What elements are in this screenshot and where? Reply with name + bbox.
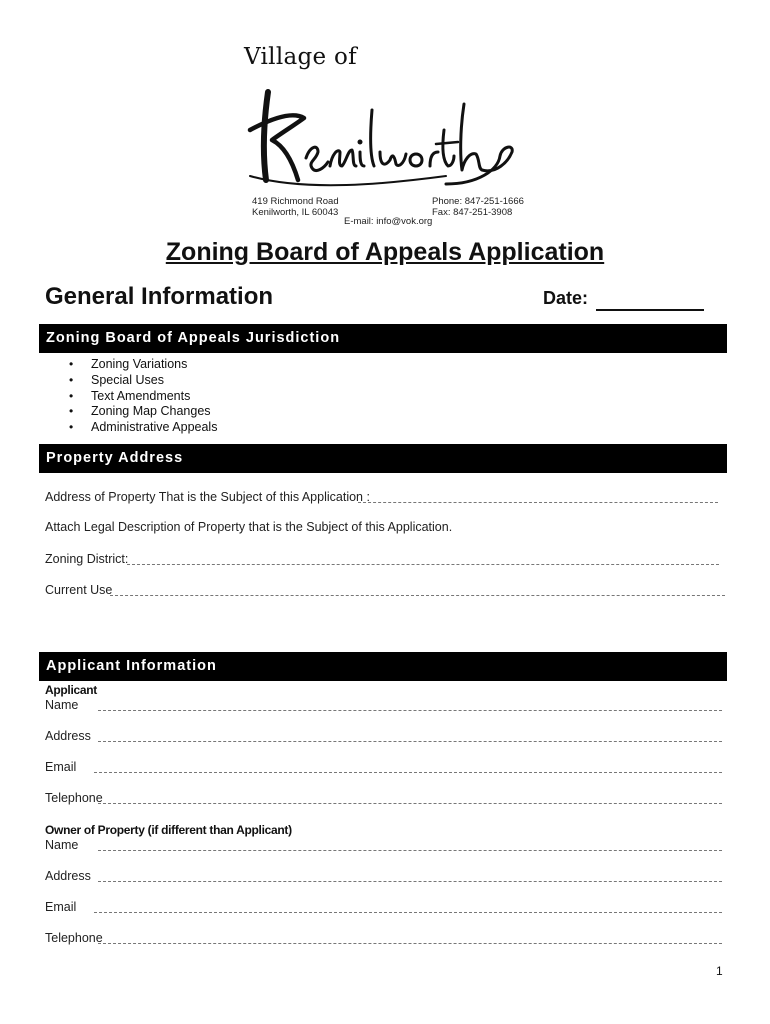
applicant-information-header-bar: Applicant Information <box>39 652 727 681</box>
property-address-header-bar: Property Address <box>39 444 727 473</box>
applicant-name-field[interactable] <box>98 710 722 711</box>
applicant-address-label: Address <box>45 729 91 743</box>
general-information-heading: General Information <box>45 283 274 310</box>
email-text: E-mail: info@vok.org <box>344 216 433 227</box>
zoning-district-label: Zoning District: <box>45 552 129 566</box>
property-address-field[interactable] <box>358 502 718 503</box>
applicant-name-label: Name <box>45 698 79 712</box>
list-item: • Administrative Appeals <box>91 420 217 436</box>
owner-subheading: Owner of Property (if different than Applicant) <box>45 823 292 837</box>
fax-text: Fax: 847-251-3908 <box>432 207 513 218</box>
current-use-field[interactable] <box>110 595 725 596</box>
applicant-telephone-field[interactable] <box>98 803 722 804</box>
owner-telephone-label: Telephone <box>45 931 103 945</box>
applicant-email-label: Email <box>45 760 77 774</box>
logo-village-of: Village of <box>244 44 357 70</box>
phone-block <box>432 196 524 218</box>
list-item: • Zoning Variations <box>91 357 217 373</box>
owner-email-label: Email <box>45 900 77 914</box>
zoning-district-field[interactable] <box>127 564 719 565</box>
applicant-subheading: Applicant <box>45 683 97 697</box>
owner-address-field[interactable] <box>98 881 722 882</box>
kenilworth-logo <box>246 80 526 195</box>
address-block <box>252 196 339 218</box>
legal-description-label: Attach Legal Description of Property that is the Subject of this Application. <box>45 520 453 534</box>
date-field[interactable] <box>596 309 704 311</box>
applicant-email-field[interactable] <box>94 772 722 773</box>
list-item: • Special Uses <box>91 373 217 389</box>
current-use-label: Current Use <box>45 583 113 597</box>
list-item: • Text Amendments <box>91 389 217 405</box>
owner-telephone-field[interactable] <box>98 943 722 944</box>
owner-name-field[interactable] <box>98 850 722 851</box>
address-line-1: 419 Richmond Road <box>252 196 339 207</box>
address-line-2: Kenilworth, IL 60043 <box>252 207 339 218</box>
owner-email-field[interactable] <box>94 912 722 913</box>
property-address-label: Address of Property That is the Subject of this Application : <box>45 490 370 504</box>
page-number: 1 <box>716 964 723 978</box>
list-item: • Zoning Map Changes <box>91 404 217 420</box>
owner-name-label: Name <box>45 838 79 852</box>
applicant-telephone-label: Telephone <box>45 791 103 805</box>
phone-text: Phone: 847-251-1666 <box>432 196 524 207</box>
applicant-address-field[interactable] <box>98 741 722 742</box>
jurisdiction-list <box>46 357 217 436</box>
jurisdiction-header-bar: Zoning Board of Appeals Jurisdiction <box>39 324 727 353</box>
document-title: Zoning Board of Appeals Application <box>165 238 605 266</box>
owner-address-label: Address <box>45 869 91 883</box>
date-label: Date: <box>543 288 589 308</box>
